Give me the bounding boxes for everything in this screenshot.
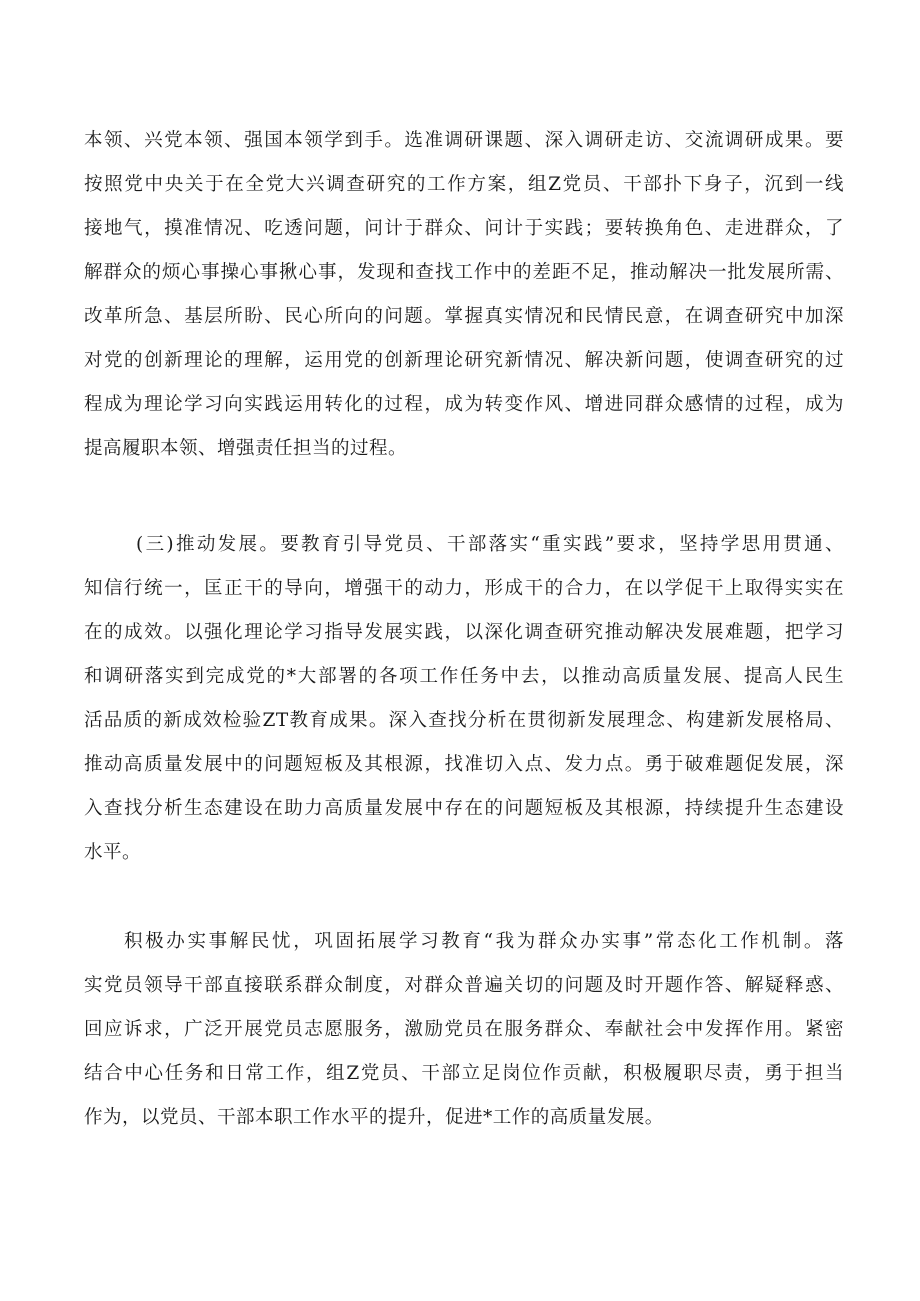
- paragraph-line: 入查找分析生态建设在助力高质量发展中存在的问题短板及其根源，持续提升生态建设: [84, 798, 844, 819]
- paragraph-line: 推动高质量发展中的问题短板及其根源，找准切入点、发力点。勇于破难题促发展，深: [84, 754, 844, 775]
- paragraph-line: 对党的创新理论的理解，运用党的创新理论研究新情况、解决新问题，使调查研究的过: [84, 350, 844, 371]
- paragraph-line: 结合中心任务和日常工作，组Z党员、干部立足岗位作贡献，积极履职尽责，勇于担当: [84, 1063, 844, 1084]
- paragraph-line: 改革所急、基层所盼、民心所向的问题。掌握真实情况和民情民意，在调查研究中加深: [84, 306, 844, 327]
- paragraph-line: 回应诉求，广泛开展党员志愿服务，激励党员在服务群众、奉献社会中发挥作用。紧密: [84, 1019, 844, 1040]
- paragraph-line: 程成为理论学习向实践运用转化的过程，成为转变作风、增进同群众感情的过程，成为: [84, 394, 844, 415]
- paragraph-line: (三)推动发展。要教育引导党员、干部落实“重实践”要求，坚持学思用贯通、: [136, 534, 844, 555]
- paragraph-line: 在的成效。以强化理论学习指导发展实践，以深化调查研究推动解决发展难题，把学习: [84, 622, 844, 643]
- paragraph-line: 作为，以党员、干部本职工作水平的提升，促进*工作的高质量发展。: [84, 1107, 664, 1128]
- paragraph-3: [84, 920, 844, 1140]
- paragraph-line: 知信行统一，匡正干的导向，增强干的动力，形成干的合力，在以学促干上取得实实在: [84, 578, 844, 599]
- paragraph-line: 按照党中央关于在全党大兴调查研究的工作方案，组Z党员、干部扑下身子，沉到一线: [84, 174, 844, 195]
- paragraph-1: [84, 119, 844, 471]
- paragraph-line: 提高履职本领、增强责任担当的过程。: [84, 438, 408, 459]
- paragraph-2: [84, 523, 844, 875]
- paragraph-line: 水平。: [84, 842, 142, 863]
- paragraph-line: 解群众的烦心事操心事揪心事，发现和查找工作中的差距不足，推动解决一批发展所需、: [84, 262, 844, 283]
- paragraph-line: 接地气，摸准情况、吃透问题，问计于群众、问计于实践；要转换角色、走进群众，了: [84, 218, 844, 239]
- paragraph-line: 本领、兴党本领、强国本领学到手。选准调研课题、深入调研走访、交流调研成果。要: [84, 130, 844, 151]
- paragraph-line: 积极办实事解民忧，巩固拓展学习教育“我为群众办实事”常态化工作机制。落: [124, 931, 844, 952]
- paragraph-line: 和调研落实到完成党的*大部署的各项工作任务中去，以推动高质量发展、提高人民生: [84, 666, 844, 687]
- paragraph-line: 实党员领导干部直接联系群众制度，对群众普遍关切的问题及时开题作答、解疑释惑、: [84, 975, 844, 996]
- paragraph-line: 活品质的新成效检验ZT教育成果。深入查找分析在贯彻新发展理念、构建新发展格局、: [84, 710, 844, 731]
